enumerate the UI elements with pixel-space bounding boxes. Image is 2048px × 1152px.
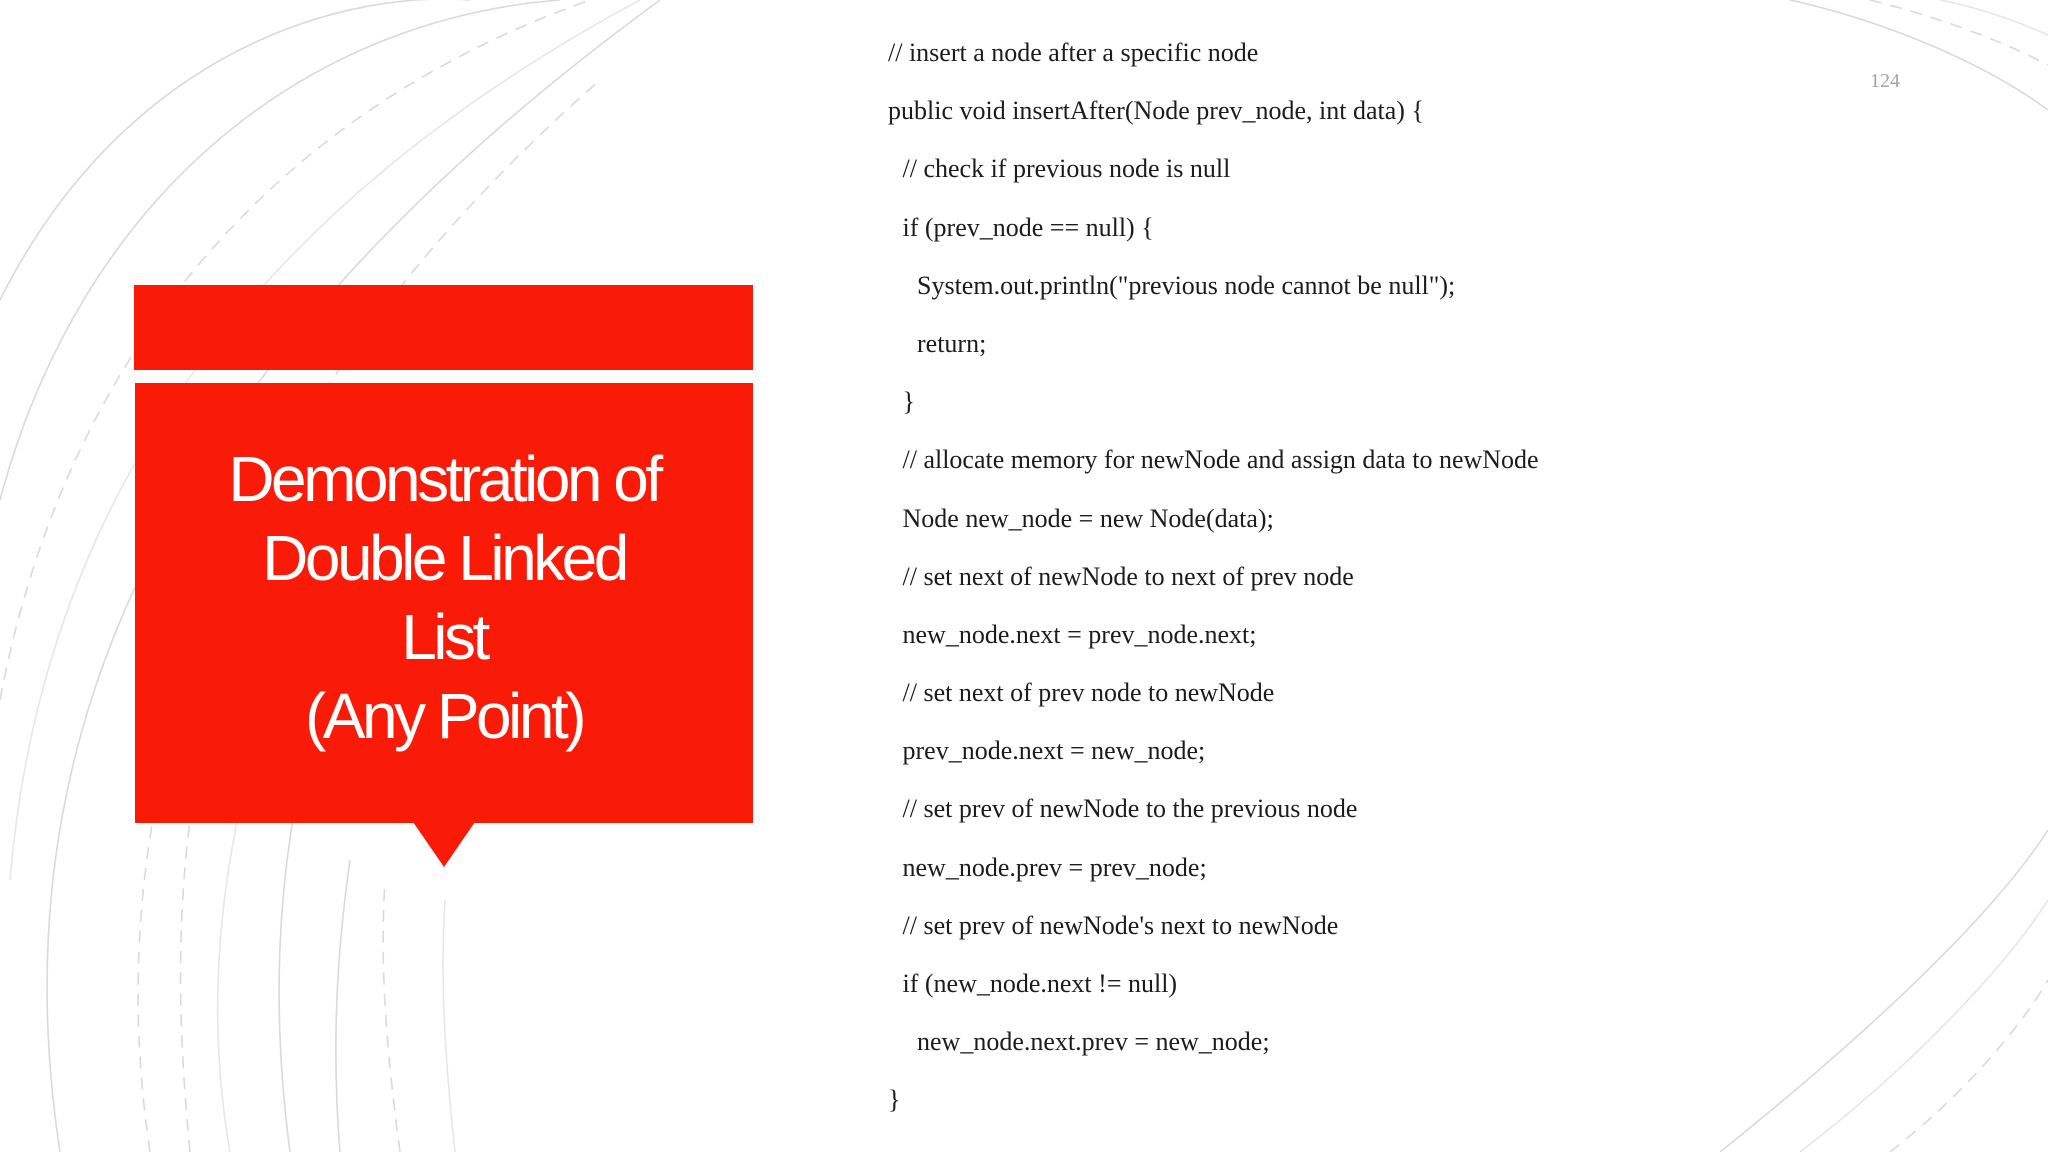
accent-bar xyxy=(134,285,753,370)
code-line: // set prev of newNode to the previous node xyxy=(902,794,1358,824)
code-line: // set prev of newNode's next to newNode xyxy=(902,910,1339,940)
code-line: new_node.prev = prev_node; xyxy=(902,852,1207,882)
code-line: // check if previous node is null xyxy=(902,154,1231,184)
code-line: if (prev_node == null) { xyxy=(902,212,1154,242)
code-line: // set next of newNode to next of prev node xyxy=(902,561,1354,591)
code-listing xyxy=(888,33,1539,1139)
code-line: Node new_node = new Node(data); xyxy=(902,503,1274,533)
code-line: new_node.next = prev_node.next; xyxy=(902,619,1257,649)
code-line: return; xyxy=(917,328,987,358)
slide-title: Demonstration of Double Linked List (Any Point) xyxy=(228,443,660,752)
code-line: // set next of prev node to newNode xyxy=(902,678,1275,708)
code-line: // allocate memory for newNode and assign data to newNode xyxy=(902,445,1539,475)
title-callout-box xyxy=(135,383,753,823)
code-line: new_node.next.prev = new_node; xyxy=(917,1027,1270,1057)
code-line: if (new_node.next != null) xyxy=(902,969,1178,998)
callout-pointer xyxy=(413,822,475,867)
code-line: public void insertAfter(Node prev_node, int data) { xyxy=(888,96,1424,126)
code-line: } xyxy=(888,1085,901,1115)
code-line: prev_node.next = new_node; xyxy=(902,736,1206,766)
code-line: System.out.println("previous node cannot be null"); xyxy=(917,270,1456,300)
code-line: // insert a node after a specific node xyxy=(888,38,1259,67)
page-number: 124 xyxy=(1870,70,1900,92)
code-line: } xyxy=(902,387,915,417)
